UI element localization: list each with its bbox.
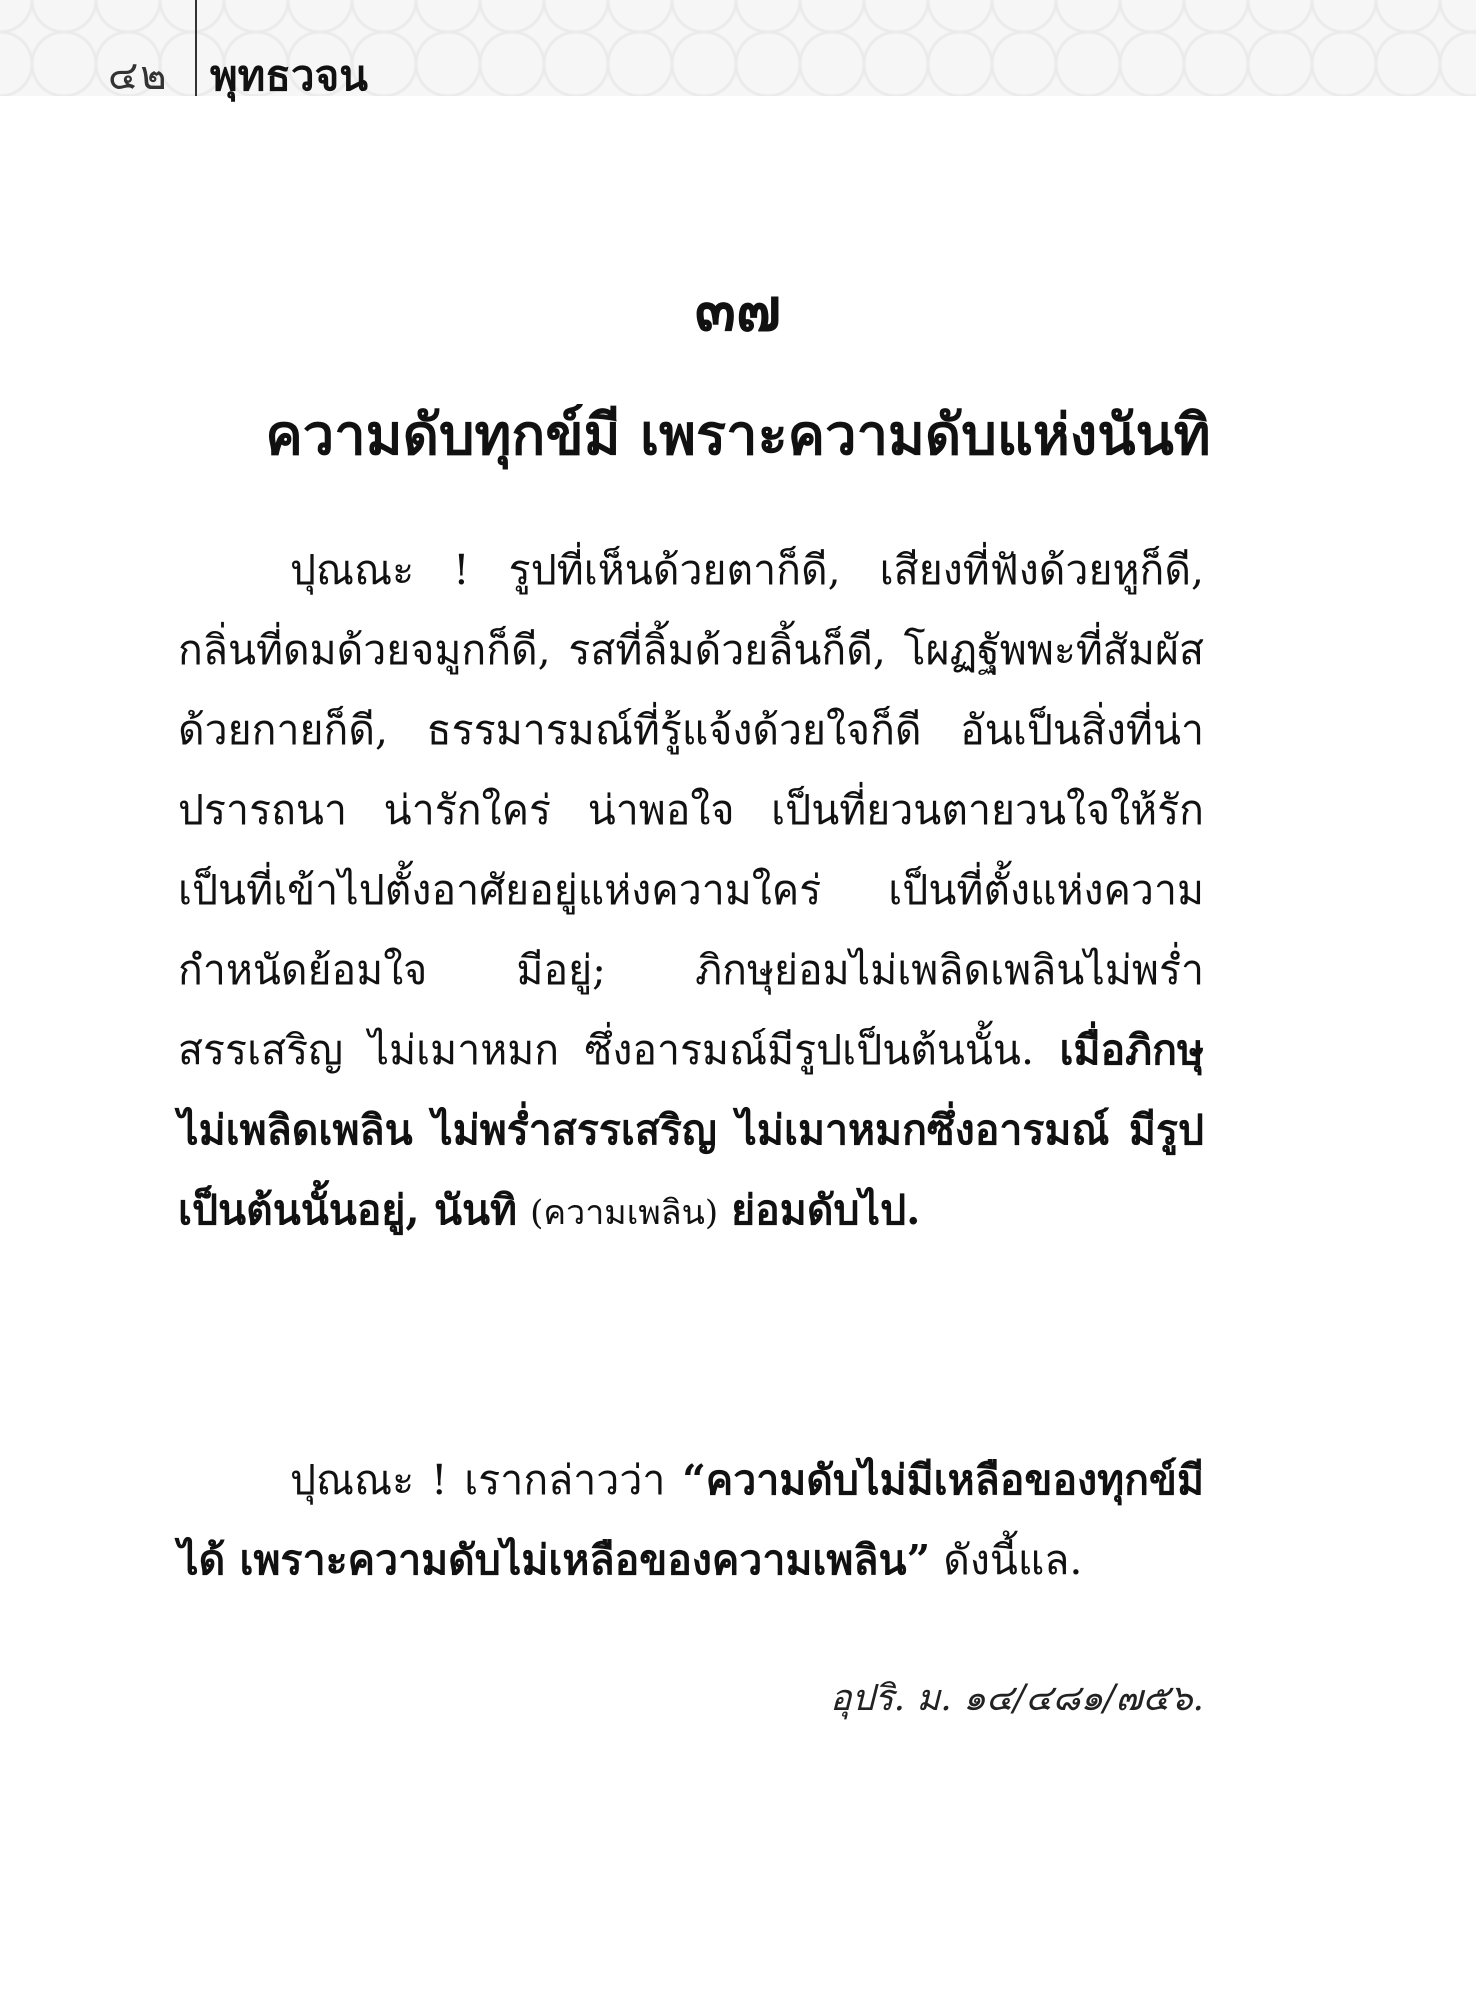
paragraph-1-gloss: (ความเพลิน)	[530, 1193, 719, 1233]
header-divider	[195, 0, 197, 96]
running-title: พุทธวจน	[210, 51, 368, 100]
page-number: ๔๒	[108, 53, 169, 99]
paragraph-2-tail: ดังนี้แล.	[930, 1536, 1083, 1584]
paragraph-1-bold-end: ย่อมดับไป.	[731, 1186, 921, 1234]
chapter-number: ๓๗	[694, 275, 782, 345]
body-paragraph-1	[178, 530, 1204, 1253]
chapter-title: ความดับทุกข์มี เพราะความดับแห่งนันทิ	[265, 402, 1211, 468]
paragraph-1-plain-text: ปุณณะ ! รูปที่เห็นด้วยตาก็ดี, เสียงที่ฟังด้วยหูก็ดี, กลิ่นที่ดมด้วยจมูกก็ดี, รสที่ลิ้มด้วยลิ้นก็ดี, โผฏฐัพพะที่สัมผัสด้วยกายก็ดี, ธรรมารมณ์ที่รู้แจ้งด้วยใจก็ดี อันเป็นสิ่งที่น่าปรารถนา น่ารักใคร่ น่าพอใจ เป็นที่ยวนตายวนใจให้รัก เป็นที่เข้าไปตั้งอาศัยอยู่แห่งความใคร่ เป็นที่ตั้งแห่งความกำหนัดย้อมใจ มีอยู่; ภิกษุย่อมไม่เพลิดเพลินไม่พร่ำสรรเสริญ ไม่เมาหมก ซึ่งอารมณ์มีรูปเป็นต้นนั้น.	[178, 546, 1204, 1074]
body-paragraph-2	[178, 1440, 1204, 1600]
paragraph-1-bold-text: เมื่อภิกษุไม่เพลิดเพลิน ไม่พร่ำสรรเสริญ ไม่เมาหมกซึ่งอารมณ์ มีรูปเป็นต้นนั้นอยู่, นันทิ	[178, 1026, 1204, 1234]
paragraph-2-quote: “ความดับไม่มีเหลือของทุกข์มีได้ เพราะความดับไม่เหลือของความเพลิน”	[178, 1456, 1204, 1584]
source-citation: อุปริ. ม. ๑๔/๔๘๑/๗๕๖.	[829, 1678, 1204, 1719]
paragraph-2-lead: ปุณณะ ! เรากล่าวว่า	[290, 1456, 683, 1504]
